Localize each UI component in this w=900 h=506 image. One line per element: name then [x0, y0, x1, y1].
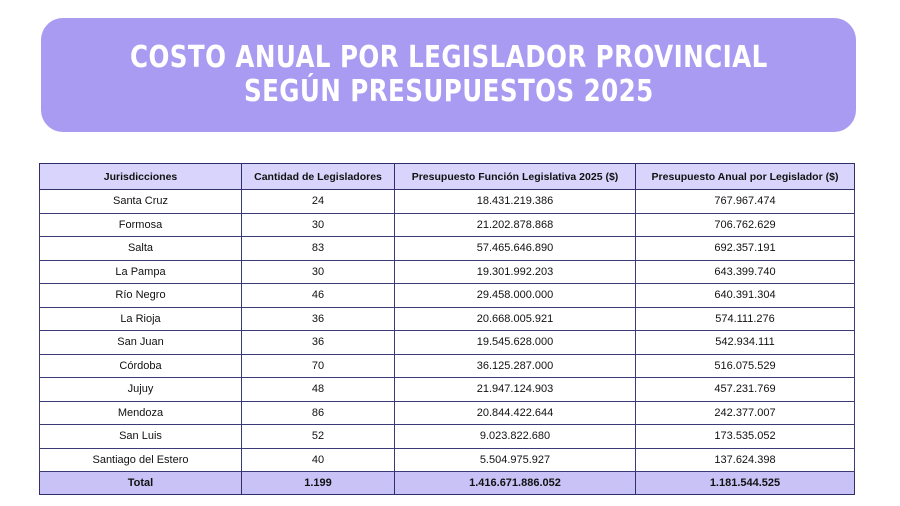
jurisdiction-cell: Formosa	[40, 213, 242, 237]
budget-cell: 57.465.646.890	[395, 237, 636, 261]
jurisdiction-cell: La Pampa	[40, 260, 242, 284]
total-row	[40, 472, 855, 495]
table-row	[40, 213, 855, 237]
jurisdiction-cell: Mendoza	[40, 401, 242, 425]
jurisdiction-cell: Jujuy	[40, 378, 242, 402]
per-legislator-cell: 574.111.276	[636, 307, 855, 331]
table-row	[40, 448, 855, 472]
per-legislator-cell: 137.624.398	[636, 448, 855, 472]
per-legislator-cell: 767.967.474	[636, 190, 855, 214]
budget-cell: 19.301.992.203	[395, 260, 636, 284]
table-row	[40, 260, 855, 284]
jurisdiction-cell: San Juan	[40, 331, 242, 355]
per-legislator-cell: 692.357.191	[636, 237, 855, 261]
budget-table	[39, 163, 855, 495]
budget-cell: 21.947.124.903	[395, 378, 636, 402]
per-legislator-cell: 242.377.007	[636, 401, 855, 425]
budget-cell: 19.545.628.000	[395, 331, 636, 355]
legislators-cell: 52	[242, 425, 395, 449]
legislators-cell: 24	[242, 190, 395, 214]
table-row	[40, 401, 855, 425]
per-legislator-cell: 542.934.111	[636, 331, 855, 355]
legislators-cell: 46	[242, 284, 395, 308]
per-legislator-cell: 640.391.304	[636, 284, 855, 308]
title-line-2: SEGÚN PRESUPUESTOS 2025	[243, 74, 654, 109]
total-per-legislator: 1.181.544.525	[636, 472, 855, 495]
table-header-row	[40, 164, 855, 190]
legislators-cell: 30	[242, 213, 395, 237]
table-row	[40, 378, 855, 402]
column-header: Presupuesto Anual por Legislador ($)	[636, 164, 855, 190]
budget-cell: 29.458.000.000	[395, 284, 636, 308]
table-body	[40, 190, 855, 472]
legislators-cell: 70	[242, 354, 395, 378]
legislators-cell: 48	[242, 378, 395, 402]
budget-cell: 20.844.422.644	[395, 401, 636, 425]
legislators-cell: 83	[242, 237, 395, 261]
jurisdiction-cell: San Luis	[40, 425, 242, 449]
budget-cell: 5.504.975.927	[395, 448, 636, 472]
budget-cell: 18.431.219.386	[395, 190, 636, 214]
title-line-1: COSTO ANUAL POR LEGISLADOR PROVINCIAL	[129, 40, 768, 75]
total-legislators: 1.199	[242, 472, 395, 495]
table-row	[40, 331, 855, 355]
legislators-cell: 36	[242, 331, 395, 355]
per-legislator-cell: 457.231.769	[636, 378, 855, 402]
column-header: Cantidad de Legisladores	[242, 164, 395, 190]
table-row	[40, 354, 855, 378]
legislators-cell: 40	[242, 448, 395, 472]
per-legislator-cell: 643.399.740	[636, 260, 855, 284]
table-row	[40, 307, 855, 331]
table-row	[40, 190, 855, 214]
per-legislator-cell: 173.535.052	[636, 425, 855, 449]
per-legislator-cell: 516.075.529	[636, 354, 855, 378]
jurisdiction-cell: Río Negro	[40, 284, 242, 308]
budget-cell: 20.668.005.921	[395, 307, 636, 331]
jurisdiction-cell: La Rioja	[40, 307, 242, 331]
per-legislator-cell: 706.762.629	[636, 213, 855, 237]
jurisdiction-cell: Santiago del Estero	[40, 448, 242, 472]
budget-table-container	[39, 163, 854, 495]
title-banner	[41, 18, 856, 132]
legislators-cell: 30	[242, 260, 395, 284]
table-row	[40, 425, 855, 449]
jurisdiction-cell: Córdoba	[40, 354, 242, 378]
table-row	[40, 237, 855, 261]
budget-cell: 36.125.287.000	[395, 354, 636, 378]
column-header: Presupuesto Función Legislativa 2025 ($)	[395, 164, 636, 190]
jurisdiction-cell: Salta	[40, 237, 242, 261]
total-budget: 1.416.671.886.052	[395, 472, 636, 495]
column-header: Jurisdicciones	[40, 164, 242, 190]
legislators-cell: 36	[242, 307, 395, 331]
table-row	[40, 284, 855, 308]
budget-cell: 9.023.822.680	[395, 425, 636, 449]
legislators-cell: 86	[242, 401, 395, 425]
budget-cell: 21.202.878.868	[395, 213, 636, 237]
jurisdiction-cell: Santa Cruz	[40, 190, 242, 214]
total-label: Total	[40, 472, 242, 495]
